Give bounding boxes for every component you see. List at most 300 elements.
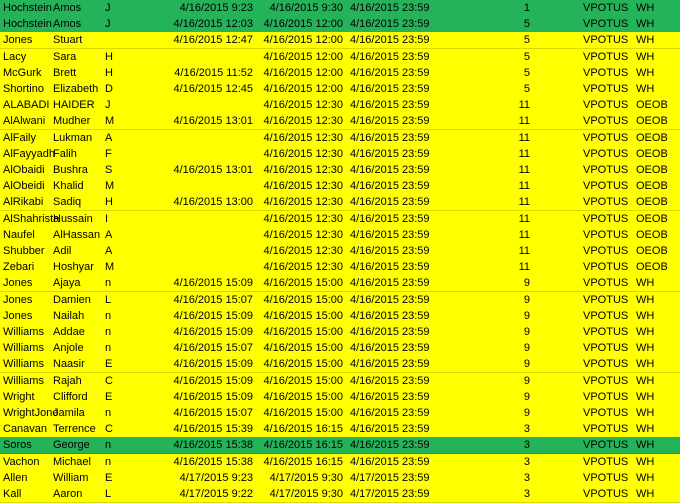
visitee-cell[interactable]: VPOTUS [583,147,629,160]
appointment-start-cell[interactable]: 4/16/2015 12:30 [263,245,343,257]
total-people-cell[interactable]: 5 [523,66,530,79]
table-row[interactable] [0,405,680,422]
last-name-cell[interactable]: Williams [3,342,44,355]
visitee-cell[interactable]: VPOTUS [583,342,629,355]
first-name-cell[interactable]: Hussain [53,212,93,225]
last-name-cell[interactable]: Shortino [3,83,44,95]
location-cell[interactable]: WH [636,2,655,14]
table-row[interactable] [0,275,680,292]
appointment-end-cell[interactable]: 4/16/2015 23:59 [350,228,430,241]
arrival-time-cell[interactable]: 4/16/2015 12:03 [173,18,253,31]
middle-initial-cell[interactable]: M [105,180,115,193]
visitee-cell[interactable]: VPOTUS [583,374,629,387]
visitee-cell[interactable]: VPOTUS [583,18,629,31]
location-cell[interactable]: OEOB [636,228,668,241]
middle-initial-cell[interactable]: E [105,390,113,403]
total-people-cell[interactable]: 9 [523,326,530,338]
middle-initial-cell[interactable]: C [105,374,113,387]
appointment-start-cell[interactable]: 4/16/2015 12:00 [263,83,343,95]
appointment-end-cell[interactable]: 4/16/2015 23:59 [350,277,430,290]
appointment-start-cell[interactable]: 4/16/2015 12:00 [263,18,343,31]
appointment-start-cell[interactable]: 4/17/2015 9:30 [269,488,343,500]
appointment-start-cell[interactable]: 4/16/2015 12:30 [263,115,343,128]
location-cell[interactable]: WH [636,390,655,403]
visitee-cell[interactable]: VPOTUS [583,50,629,63]
arrival-time-cell[interactable]: 4/16/2015 15:09 [173,326,253,338]
first-name-cell[interactable]: Amos [53,18,82,31]
table-row[interactable] [0,32,680,49]
first-name-cell[interactable]: Mudher [53,115,91,128]
first-name-cell[interactable]: Brett [53,66,77,79]
appointment-start-cell[interactable]: 4/16/2015 15:00 [263,326,343,338]
table-row[interactable] [0,486,680,503]
last-name-cell[interactable]: Williams [3,358,44,371]
visitee-cell[interactable]: VPOTUS [583,212,629,225]
appointment-start-cell[interactable]: 4/16/2015 15:00 [263,342,343,355]
last-name-cell[interactable]: Jones [3,34,33,47]
last-name-cell[interactable]: Hochstein [3,18,52,31]
appointment-end-cell[interactable]: 4/16/2015 23:59 [350,245,430,257]
visitee-cell[interactable]: VPOTUS [583,390,629,403]
first-name-cell[interactable]: Naasir [53,358,85,371]
last-name-cell[interactable]: Wright [3,390,35,403]
arrival-time-cell[interactable]: 4/16/2015 15:07 [173,407,253,419]
middle-initial-cell[interactable]: H [105,50,113,63]
location-cell[interactable]: OEOB [636,131,668,144]
appointment-start-cell[interactable]: 4/16/2015 15:00 [263,390,343,403]
total-people-cell[interactable]: 9 [523,358,530,371]
total-people-cell[interactable]: 11 [518,261,530,274]
appointment-end-cell[interactable]: 4/16/2015 23:59 [350,164,430,176]
location-cell[interactable]: WH [636,488,655,500]
visitee-cell[interactable]: VPOTUS [583,196,629,209]
last-name-cell[interactable]: Kall [3,488,22,500]
appointment-start-cell[interactable]: 4/16/2015 16:15 [263,423,343,436]
total-people-cell[interactable]: 3 [523,471,530,484]
visitee-cell[interactable]: VPOTUS [583,423,629,436]
appointment-start-cell[interactable]: 4/16/2015 15:00 [263,309,343,322]
total-people-cell[interactable]: 9 [523,277,530,290]
table-row[interactable] [0,421,680,438]
appointment-end-cell[interactable]: 4/16/2015 23:59 [350,423,430,436]
table-row[interactable] [0,437,680,454]
middle-initial-cell[interactable]: E [105,358,113,371]
last-name-cell[interactable]: Williams [3,326,44,338]
total-people-cell[interactable]: 11 [518,212,530,225]
middle-initial-cell[interactable]: L [105,293,112,306]
middle-initial-cell[interactable]: D [105,83,113,95]
visitee-cell[interactable]: VPOTUS [583,66,629,79]
total-people-cell[interactable]: 11 [518,180,530,193]
appointment-end-cell[interactable]: 4/16/2015 23:59 [350,34,430,47]
middle-initial-cell[interactable]: n [105,309,112,322]
appointment-start-cell[interactable]: 4/16/2015 12:30 [263,99,343,112]
middle-initial-cell[interactable]: n [105,326,112,338]
table-row[interactable] [0,259,680,276]
location-cell[interactable]: WH [636,18,655,31]
appointment-start-cell[interactable]: 4/16/2015 16:15 [263,455,343,468]
last-name-cell[interactable]: AlObeidi [3,180,45,193]
first-name-cell[interactable]: Amos [53,2,82,14]
arrival-time-cell[interactable]: 4/16/2015 12:47 [173,34,253,47]
last-name-cell[interactable]: Zebari [3,261,35,274]
middle-initial-cell[interactable]: A [105,131,113,144]
appointment-end-cell[interactable]: 4/16/2015 23:59 [350,99,430,112]
arrival-time-cell[interactable]: 4/16/2015 11:52 [174,66,253,79]
appointment-start-cell[interactable]: 4/16/2015 9:30 [269,2,343,14]
first-name-cell[interactable]: Elizabeth [53,83,99,95]
location-cell[interactable]: WH [636,439,655,452]
location-cell[interactable]: WH [636,50,655,63]
last-name-cell[interactable]: McGurk [3,66,42,79]
arrival-time-cell[interactable]: 4/16/2015 15:07 [173,342,253,355]
visitee-cell[interactable]: VPOTUS [583,293,629,306]
last-name-cell[interactable]: Lacy [3,50,27,63]
location-cell[interactable]: WH [636,309,655,322]
location-cell[interactable]: WH [636,358,655,371]
appointment-end-cell[interactable]: 4/16/2015 23:59 [350,2,430,14]
arrival-time-cell[interactable]: 4/16/2015 15:09 [173,374,253,387]
location-cell[interactable]: OEOB [636,164,668,176]
arrival-time-cell[interactable]: 4/16/2015 9:23 [179,2,253,14]
middle-initial-cell[interactable]: n [105,342,112,355]
last-name-cell[interactable]: AlShahrista [3,212,60,225]
appointment-end-cell[interactable]: 4/16/2015 23:59 [350,131,430,144]
appointment-end-cell[interactable]: 4/16/2015 23:59 [350,326,430,338]
total-people-cell[interactable]: 9 [523,390,530,403]
appointment-end-cell[interactable]: 4/16/2015 23:59 [350,374,430,387]
total-people-cell[interactable]: 9 [523,309,530,322]
last-name-cell[interactable]: Soros [3,439,32,452]
appointment-end-cell[interactable]: 4/17/2015 23:59 [350,488,430,500]
appointment-start-cell[interactable]: 4/16/2015 12:30 [263,228,343,241]
arrival-time-cell[interactable]: 4/16/2015 15:38 [173,439,253,452]
location-cell[interactable]: OEOB [636,147,668,160]
appointment-start-cell[interactable]: 4/16/2015 12:00 [263,34,343,47]
visitee-cell[interactable]: VPOTUS [583,83,629,95]
location-cell[interactable]: OEOB [636,212,668,225]
visitee-cell[interactable]: VPOTUS [583,407,629,419]
total-people-cell[interactable]: 11 [518,131,530,144]
first-name-cell[interactable]: Anjole [53,342,84,355]
appointment-end-cell[interactable]: 4/16/2015 23:59 [350,196,430,209]
first-name-cell[interactable]: Hoshyar [53,261,94,274]
table-row[interactable] [0,243,680,260]
appointment-start-cell[interactable]: 4/16/2015 12:30 [263,261,343,274]
table-row[interactable] [0,65,680,82]
first-name-cell[interactable]: Terrence [53,423,96,436]
first-name-cell[interactable]: Bushra [53,164,88,176]
appointment-start-cell[interactable]: 4/16/2015 15:00 [263,374,343,387]
total-people-cell[interactable]: 9 [523,342,530,355]
appointment-start-cell[interactable]: 4/16/2015 12:30 [263,164,343,176]
total-people-cell[interactable]: 5 [523,34,530,47]
middle-initial-cell[interactable]: n [105,439,112,452]
appointment-end-cell[interactable]: 4/16/2015 23:59 [350,261,430,274]
visitee-cell[interactable]: VPOTUS [583,358,629,371]
table-row[interactable] [0,211,680,228]
total-people-cell[interactable]: 11 [518,228,530,241]
visitee-cell[interactable]: VPOTUS [583,439,629,452]
total-people-cell[interactable]: 11 [518,164,530,176]
middle-initial-cell[interactable]: A [105,228,113,241]
table-row[interactable] [0,0,680,17]
table-row[interactable] [0,49,680,66]
total-people-cell[interactable]: 9 [523,407,530,419]
table-row[interactable] [0,227,680,244]
first-name-cell[interactable]: Ajaya [53,277,81,290]
arrival-time-cell[interactable]: 4/16/2015 15:09 [173,309,253,322]
appointment-end-cell[interactable]: 4/16/2015 23:59 [350,439,430,452]
arrival-time-cell[interactable]: 4/16/2015 13:01 [173,164,253,176]
visitee-cell[interactable]: VPOTUS [583,180,629,193]
location-cell[interactable]: OEOB [636,261,668,274]
appointment-start-cell[interactable]: 4/16/2015 12:00 [263,50,343,63]
arrival-time-cell[interactable]: 4/16/2015 13:00 [173,196,253,209]
first-name-cell[interactable]: Damien [53,293,91,306]
visitee-cell[interactable]: VPOTUS [583,245,629,257]
middle-initial-cell[interactable]: J [105,2,111,14]
appointment-end-cell[interactable]: 4/16/2015 23:59 [350,50,430,63]
visitee-cell[interactable]: VPOTUS [583,131,629,144]
appointment-end-cell[interactable]: 4/16/2015 23:59 [350,147,430,160]
table-row[interactable] [0,454,680,471]
location-cell[interactable]: WH [636,66,655,79]
first-name-cell[interactable]: Nailah [53,309,85,322]
middle-initial-cell[interactable]: n [105,407,112,419]
appointment-start-cell[interactable]: 4/16/2015 12:30 [263,212,343,225]
last-name-cell[interactable]: ALABADI [3,99,50,112]
first-name-cell[interactable]: AlHassan [53,228,101,241]
first-name-cell[interactable]: Khalid [53,180,84,193]
table-row[interactable] [0,146,680,163]
first-name-cell[interactable]: Sara [53,50,77,63]
last-name-cell[interactable]: Hochstein [3,2,52,14]
total-people-cell[interactable]: 3 [523,455,530,468]
table-row[interactable] [0,470,680,487]
appointment-end-cell[interactable]: 4/16/2015 23:59 [350,390,430,403]
last-name-cell[interactable]: AlObaidi [3,164,45,176]
last-name-cell[interactable]: Shubber [3,245,45,257]
appointment-start-cell[interactable]: 4/16/2015 15:00 [263,358,343,371]
first-name-cell[interactable]: Falih [53,147,77,160]
visitee-cell[interactable]: VPOTUS [583,277,629,290]
middle-initial-cell[interactable]: A [105,245,113,257]
first-name-cell[interactable]: Addae [53,326,85,338]
last-name-cell[interactable]: Canavan [3,423,48,436]
arrival-time-cell[interactable]: 4/16/2015 15:39 [173,423,253,436]
middle-initial-cell[interactable]: H [105,196,113,209]
middle-initial-cell[interactable]: J [105,99,111,112]
appointment-end-cell[interactable]: 4/16/2015 23:59 [350,83,430,95]
appointment-end-cell[interactable]: 4/16/2015 23:59 [350,358,430,371]
middle-initial-cell[interactable]: H [105,66,113,79]
middle-initial-cell[interactable]: M [105,261,115,274]
last-name-cell[interactable]: AlFaily [3,131,37,144]
arrival-time-cell[interactable]: 4/16/2015 15:09 [173,358,253,371]
location-cell[interactable]: WH [636,326,655,338]
appointment-end-cell[interactable]: 4/16/2015 23:59 [350,180,430,193]
table-row[interactable] [0,373,680,390]
appointment-start-cell[interactable]: 4/16/2015 15:00 [263,277,343,290]
location-cell[interactable]: WH [636,455,655,468]
first-name-cell[interactable]: Sadiq [53,196,82,209]
last-name-cell[interactable]: Williams [3,374,44,387]
last-name-cell[interactable]: Naufel [3,228,35,241]
middle-initial-cell[interactable]: L [105,488,112,500]
table-row[interactable] [0,340,680,357]
appointment-end-cell[interactable]: 4/16/2015 23:59 [350,293,430,306]
first-name-cell[interactable]: Lukman [53,131,93,144]
arrival-time-cell[interactable]: 4/16/2015 15:09 [173,277,253,290]
last-name-cell[interactable]: AlRikabi [3,196,44,209]
visitee-cell[interactable]: VPOTUS [583,455,629,468]
location-cell[interactable]: OEOB [636,245,668,257]
location-cell[interactable]: WH [636,277,655,290]
middle-initial-cell[interactable]: I [105,212,109,225]
table-row[interactable] [0,16,680,33]
location-cell[interactable]: WH [636,374,655,387]
middle-initial-cell[interactable]: F [105,147,112,160]
first-name-cell[interactable]: Aaron [53,488,83,500]
location-cell[interactable]: WH [636,423,655,436]
visitee-cell[interactable]: VPOTUS [583,228,629,241]
arrival-time-cell[interactable]: 4/16/2015 15:09 [173,390,253,403]
middle-initial-cell[interactable]: n [105,455,112,468]
last-name-cell[interactable]: Jones [3,277,33,290]
appointment-end-cell[interactable]: 4/16/2015 23:59 [350,455,430,468]
table-row[interactable] [0,324,680,341]
arrival-time-cell[interactable]: 4/16/2015 13:01 [173,115,253,128]
table-row[interactable] [0,292,680,309]
appointment-end-cell[interactable]: 4/16/2015 23:59 [350,342,430,355]
location-cell[interactable]: OEOB [636,196,668,209]
table-row[interactable] [0,113,680,130]
visitee-cell[interactable]: VPOTUS [583,99,629,112]
first-name-cell[interactable]: George [53,439,90,452]
appointment-start-cell[interactable]: 4/16/2015 12:30 [263,147,343,160]
appointment-end-cell[interactable]: 4/16/2015 23:59 [350,18,430,31]
middle-initial-cell[interactable]: n [105,277,112,290]
table-row[interactable] [0,178,680,195]
first-name-cell[interactable]: HAIDER [53,99,95,112]
location-cell[interactable]: OEOB [636,180,668,193]
last-name-cell[interactable]: AlFayyadh [3,147,55,160]
first-name-cell[interactable]: Stuart [53,34,83,47]
visitee-cell[interactable]: VPOTUS [583,309,629,322]
visitee-cell[interactable]: VPOTUS [583,488,629,500]
appointment-start-cell[interactable]: 4/16/2015 12:30 [263,180,343,193]
middle-initial-cell[interactable]: E [105,471,113,484]
appointment-start-cell[interactable]: 4/16/2015 12:30 [263,196,343,209]
appointment-start-cell[interactable]: 4/16/2015 16:15 [263,439,343,452]
total-people-cell[interactable]: 5 [523,50,530,63]
last-name-cell[interactable]: AlAlwani [3,115,46,128]
table-row[interactable] [0,389,680,406]
table-row[interactable] [0,162,680,179]
last-name-cell[interactable]: WrightJone [3,407,59,419]
arrival-time-cell[interactable]: 4/17/2015 9:23 [179,471,253,484]
last-name-cell[interactable]: Jones [3,293,33,306]
appointment-start-cell[interactable]: 4/17/2015 9:30 [269,471,343,484]
total-people-cell[interactable]: 9 [523,293,530,306]
table-row[interactable] [0,356,680,373]
location-cell[interactable]: WH [636,34,655,47]
appointment-end-cell[interactable]: 4/17/2015 23:59 [350,471,430,484]
table-row[interactable] [0,97,680,114]
first-name-cell[interactable]: Adil [53,245,72,257]
first-name-cell[interactable]: Jamila [53,407,85,419]
arrival-time-cell[interactable]: 4/17/2015 9:22 [179,488,253,500]
location-cell[interactable]: WH [636,83,655,95]
total-people-cell[interactable]: 9 [523,374,530,387]
visitee-cell[interactable]: VPOTUS [583,326,629,338]
last-name-cell[interactable]: Vachon [3,455,40,468]
total-people-cell[interactable]: 5 [523,83,530,95]
total-people-cell[interactable]: 3 [523,439,530,452]
first-name-cell[interactable]: Clifford [53,390,88,403]
appointment-end-cell[interactable]: 4/16/2015 23:59 [350,407,430,419]
middle-initial-cell[interactable]: C [105,423,113,436]
location-cell[interactable]: WH [636,407,655,419]
total-people-cell[interactable]: 11 [518,196,530,209]
total-people-cell[interactable]: 1 [523,2,530,14]
table-row[interactable] [0,130,680,147]
last-name-cell[interactable]: Jones [3,309,33,322]
last-name-cell[interactable]: Allen [3,471,28,484]
middle-initial-cell[interactable]: J [105,18,111,31]
arrival-time-cell[interactable]: 4/16/2015 12:45 [173,83,253,95]
appointment-start-cell[interactable]: 4/16/2015 15:00 [263,293,343,306]
appointment-end-cell[interactable]: 4/16/2015 23:59 [350,66,430,79]
total-people-cell[interactable]: 11 [518,99,530,112]
total-people-cell[interactable]: 5 [523,18,530,31]
location-cell[interactable]: WH [636,342,655,355]
first-name-cell[interactable]: Michael [53,455,91,468]
location-cell[interactable]: OEOB [636,115,668,128]
location-cell[interactable]: WH [636,293,655,306]
visitee-cell[interactable]: VPOTUS [583,164,629,176]
middle-initial-cell[interactable]: M [105,115,115,128]
appointment-start-cell[interactable]: 4/16/2015 12:30 [263,131,343,144]
total-people-cell[interactable]: 3 [523,423,530,436]
total-people-cell[interactable]: 11 [518,147,530,160]
table-row[interactable] [0,81,680,98]
location-cell[interactable]: WH [636,471,655,484]
visitee-cell[interactable]: VPOTUS [583,115,629,128]
table-row[interactable] [0,308,680,325]
appointment-end-cell[interactable]: 4/16/2015 23:59 [350,212,430,225]
visitee-cell[interactable]: VPOTUS [583,34,629,47]
appointment-end-cell[interactable]: 4/16/2015 23:59 [350,115,430,128]
appointment-end-cell[interactable]: 4/16/2015 23:59 [350,309,430,322]
total-people-cell[interactable]: 11 [518,115,530,128]
appointment-start-cell[interactable]: 4/16/2015 15:00 [263,407,343,419]
visitee-cell[interactable]: VPOTUS [583,261,629,274]
location-cell[interactable]: OEOB [636,99,668,112]
first-name-cell[interactable]: Rajah [53,374,82,387]
arrival-time-cell[interactable]: 4/16/2015 15:38 [173,455,253,468]
visitee-cell[interactable]: VPOTUS [583,2,629,14]
arrival-time-cell[interactable]: 4/16/2015 15:07 [173,293,253,306]
visitee-cell[interactable]: VPOTUS [583,471,629,484]
middle-initial-cell[interactable]: S [105,164,113,176]
total-people-cell[interactable]: 3 [523,488,530,500]
total-people-cell[interactable]: 11 [518,245,530,257]
first-name-cell[interactable]: William [53,471,89,484]
table-row[interactable] [0,194,680,211]
appointment-start-cell[interactable]: 4/16/2015 12:00 [263,66,343,79]
